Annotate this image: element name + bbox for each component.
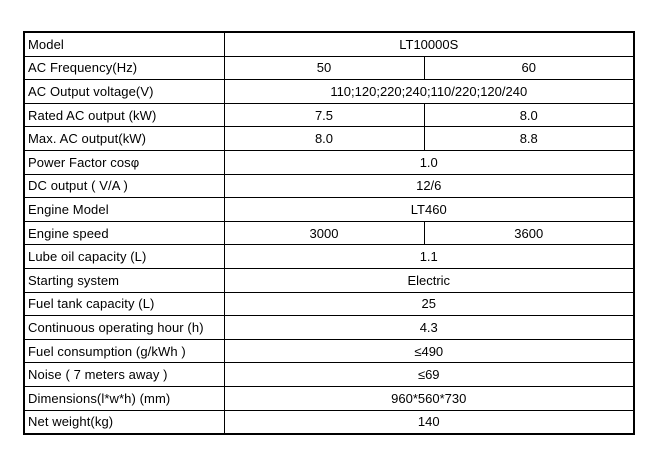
spec-label: Continuous operating hour (h) (24, 316, 224, 340)
spec-value: LT460 (224, 198, 634, 222)
spec-label: Max. AC output(kW) (24, 127, 224, 151)
spec-value: ≤69 (224, 363, 634, 387)
spec-label: Fuel consumption (g/kWh ) (24, 339, 224, 363)
table-row (24, 174, 634, 198)
spec-value: 25 (224, 292, 634, 316)
spec-label: Fuel tank capacity (L) (24, 292, 224, 316)
spec-value: 12/6 (224, 174, 634, 198)
spec-label: Dimensions(l*w*h) (mm) (24, 386, 224, 410)
table-row (24, 410, 634, 434)
table-row (24, 198, 634, 222)
table-row (24, 292, 634, 316)
table-row (24, 127, 634, 151)
spec-label: DC output ( V/A ) (24, 174, 224, 198)
spec-value: 110;120;220;240;110/220;120/240 (224, 80, 634, 104)
spec-label: AC Frequency(Hz) (24, 56, 224, 80)
spec-label: Rated AC output (kW) (24, 103, 224, 127)
table-row (24, 339, 634, 363)
spec-label: Starting system (24, 268, 224, 292)
spec-value: ≤490 (224, 339, 634, 363)
spec-label: Engine speed (24, 221, 224, 245)
spec-value: Electric (224, 268, 634, 292)
spec-value: 1.1 (224, 245, 634, 269)
spec-value: LT10000S (224, 32, 634, 56)
spec-value-50hz: 3000 (224, 221, 424, 245)
spec-value-60hz: 60 (424, 56, 634, 80)
table-row (24, 386, 634, 410)
table-row (24, 221, 634, 245)
spec-value-60hz: 8.8 (424, 127, 634, 151)
spec-label: Power Factor cosφ (24, 150, 224, 174)
spec-value-60hz: 8.0 (424, 103, 634, 127)
table-row (24, 150, 634, 174)
table-row (24, 363, 634, 387)
table-row (24, 80, 634, 104)
spec-value-60hz: 3600 (424, 221, 634, 245)
table-row (24, 32, 634, 56)
spec-value-50hz: 50 (224, 56, 424, 80)
spec-label: AC Output voltage(V) (24, 80, 224, 104)
table-row (24, 268, 634, 292)
table-row (24, 245, 634, 269)
spec-label: Lube oil capacity (L) (24, 245, 224, 269)
spec-value-50hz: 8.0 (224, 127, 424, 151)
spec-value: 4.3 (224, 316, 634, 340)
spec-table (23, 31, 635, 435)
spec-value: 1.0 (224, 150, 634, 174)
spec-label: Noise ( 7 meters away ) (24, 363, 224, 387)
spec-value: 140 (224, 410, 634, 434)
spec-label: Model (24, 32, 224, 56)
table-row (24, 103, 634, 127)
spec-label: Engine Model (24, 198, 224, 222)
spec-label: Net weight(kg) (24, 410, 224, 434)
spec-table-body (24, 32, 634, 434)
table-row (24, 56, 634, 80)
spec-value-50hz: 7.5 (224, 103, 424, 127)
table-row (24, 316, 634, 340)
spec-value: 960*560*730 (224, 386, 634, 410)
